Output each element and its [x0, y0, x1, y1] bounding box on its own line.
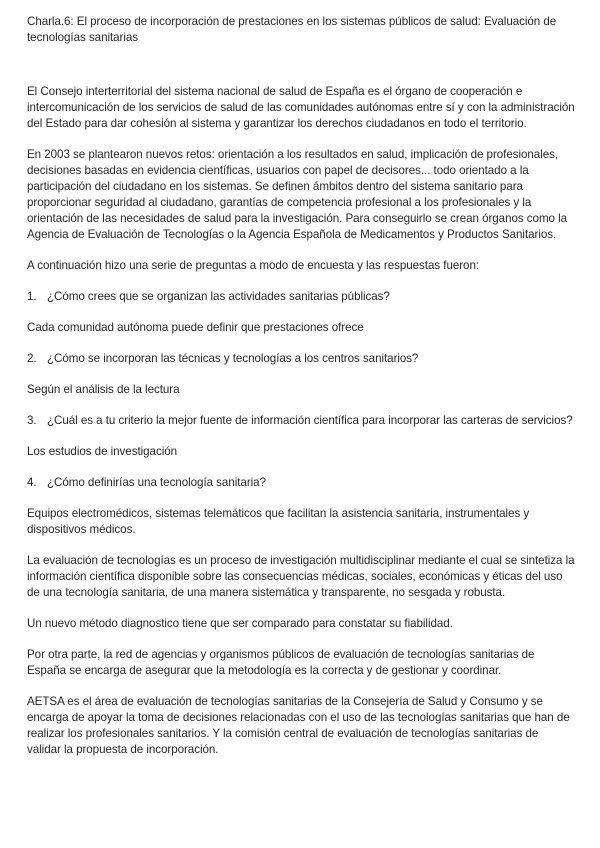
question-text: ¿Cómo definirías una tecnología sanitaria? [47, 476, 266, 489]
question-number: 3. [27, 414, 37, 427]
intro-paragraph-consejo: El Consejo interterritorial del sistema nacional de salud de España es el órgano de cooperación e intercomunicación de los servicios de salud de las comunidades autónomas entre sí y con la administración del Estado para dar cohesión al sistema y garantizar los derechos ciudadanos en todo el territorio. [27, 85, 575, 130]
closing-paragraph-red-agencias: Por otra parte, la red de agencias y organismos públicos de evaluación de tecnologías sanitarias de España se encarga de asegurar que la metodología es la correcta y de gestionar y coordinar. [27, 648, 535, 677]
question-text: ¿Cuál es a tu criterio la mejor fuente de información científica para incorporar las carteras de servicios? [47, 414, 573, 427]
document-page [27, 14, 575, 773]
answer-4: Equipos electromédicos, sistemas telemáticos que facilitan la asistencia sanitaria, instrumentales y dispositivos médicos. [27, 507, 530, 536]
question-3 [27, 413, 575, 429]
closing-paragraph-evaluacion: La evaluación de tecnologías es un proceso de investigación multidisciplinar mediante el cual se sintetiza la información científica disponible sobre las consecuencias médicas, sociales, económicas y éticas del uso de una tecnología sanitaria, de una manera sistemática y transparente, no sesgada y robusta. [27, 554, 575, 599]
question-number: 2. [27, 352, 37, 365]
question-2 [27, 351, 575, 367]
question-text: ¿Cómo se incorporan las técnicas y tecnologías a los centros sanitarios? [47, 352, 419, 365]
question-number: 4. [27, 476, 37, 489]
closing-paragraph-aetsa: AETSA es el área de evaluación de tecnologías sanitarias de la Consejería de Salud y Consumo y se encarga de apoyar la toma de decisiones relacionadas con el uso de las tecnologías sanitarias que han de realizar los profesionales sanitarios. Y la comisión central de evaluación de tecnologías sanitarias de validar la propuesta de incorporación. [27, 695, 570, 756]
intro-paragraph-retos-2003: En 2003 se plantearon nuevos retos: orientación a los resultados en salud, implicación de profesionales, decisiones basadas en evidencia científicas, usuarios con papel de decisores... todo orientado a la participación del ciudadano en los sistemas. Se definen ámbitos dentro del sistema sanitario para proporcionar seguridad al ciudadano, garantías de competencia profesional a los profesionales y la orientación de las necesidades de salud para la investigación. Para conseguirlo se crean órganos como la Agencia de Evaluación de Tecnologías o la Agencia Española de Medicamentos y Productos Sanitarios. [27, 148, 568, 241]
answer-3: Los estudios de investigación [27, 445, 178, 458]
document-title: Charla.6: El proceso de incorporación de prestaciones en los sistemas públicos de salud: Evaluación de tecnologías sanitarias [27, 15, 557, 44]
question-4 [27, 475, 575, 491]
question-text: ¿Cómo crees que se organizan las actividades sanitarias públicas? [47, 290, 390, 303]
answer-1: Cada comunidad autónoma puede definir que prestaciones ofrece [27, 321, 364, 334]
question-1 [27, 289, 575, 305]
question-number: 1. [27, 290, 37, 303]
intro-paragraph-encuesta: A continuación hizo una serie de preguntas a modo de encuesta y las respuestas fueron: [27, 259, 480, 272]
closing-paragraph-diagnostico: Un nuevo método diagnostico tiene que ser comparado para constatar su fiabilidad. [27, 617, 453, 630]
answer-2: Según el análisis de la lectura [27, 383, 180, 396]
